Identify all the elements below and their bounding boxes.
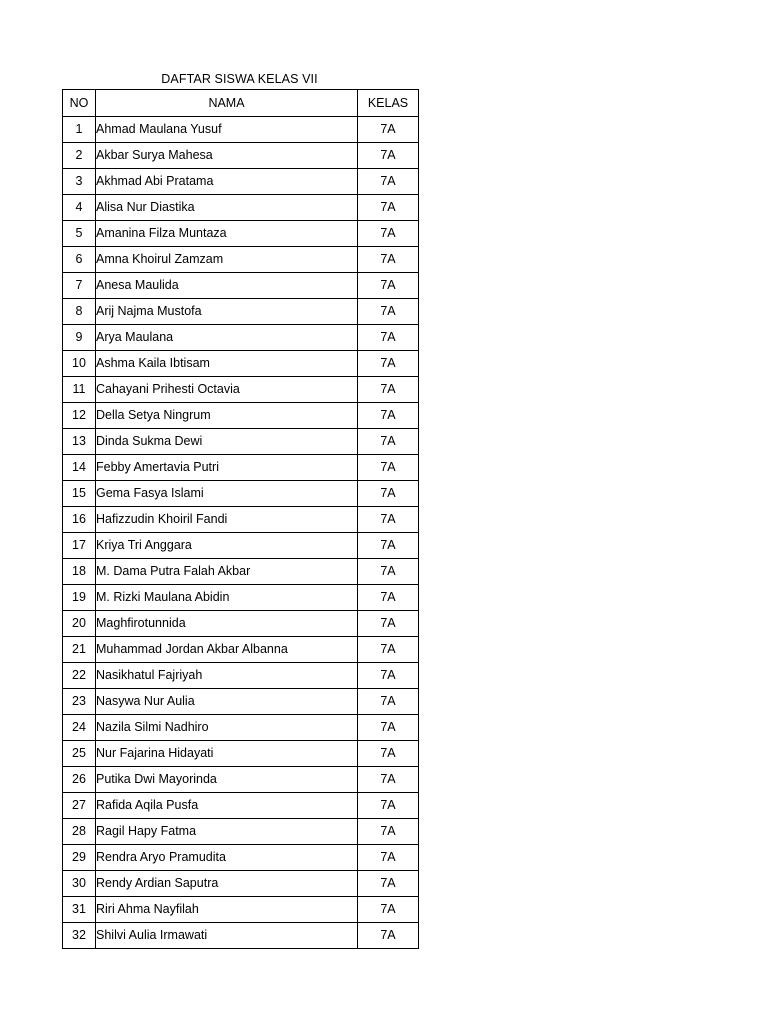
student-name: Shilvi Aulia Irmawati	[96, 923, 358, 949]
student-class: 7A	[358, 819, 419, 845]
student-class: 7A	[358, 871, 419, 897]
student-class: 7A	[358, 585, 419, 611]
student-name: Nur Fajarina Hidayati	[96, 741, 358, 767]
header-nama: NAMA	[96, 90, 358, 117]
table-row	[63, 377, 419, 403]
row-number: 30	[63, 871, 96, 897]
table-row	[63, 897, 419, 923]
student-class: 7A	[358, 481, 419, 507]
table-row	[63, 403, 419, 429]
student-class: 7A	[358, 793, 419, 819]
table-row	[63, 195, 419, 221]
student-name: Akhmad Abi Pratama	[96, 169, 358, 195]
student-name: Muhammad Jordan Akbar Albanna	[96, 637, 358, 663]
table-row	[63, 871, 419, 897]
student-name: Amna Khoirul Zamzam	[96, 247, 358, 273]
row-number: 22	[63, 663, 96, 689]
student-name: Kriya Tri Anggara	[96, 533, 358, 559]
table-header-row	[63, 90, 419, 117]
table-row	[63, 273, 419, 299]
row-number: 18	[63, 559, 96, 585]
student-class: 7A	[358, 403, 419, 429]
row-number: 26	[63, 767, 96, 793]
row-number: 11	[63, 377, 96, 403]
table-row	[63, 429, 419, 455]
row-number: 24	[63, 715, 96, 741]
student-class: 7A	[358, 247, 419, 273]
student-name: Ragil Hapy Fatma	[96, 819, 358, 845]
row-number: 19	[63, 585, 96, 611]
table-row	[63, 247, 419, 273]
student-name: Alisa Nur Diastika	[96, 195, 358, 221]
student-name: Arya Maulana	[96, 325, 358, 351]
row-number: 23	[63, 689, 96, 715]
student-class: 7A	[358, 325, 419, 351]
student-class: 7A	[358, 143, 419, 169]
student-class: 7A	[358, 195, 419, 221]
row-number: 13	[63, 429, 96, 455]
student-name: Della Setya Ningrum	[96, 403, 358, 429]
student-name: M. Dama Putra Falah Akbar	[96, 559, 358, 585]
table-row	[63, 533, 419, 559]
header-kelas: KELAS	[358, 90, 419, 117]
row-number: 1	[63, 117, 96, 143]
row-number: 25	[63, 741, 96, 767]
student-class: 7A	[358, 767, 419, 793]
row-number: 31	[63, 897, 96, 923]
row-number: 14	[63, 455, 96, 481]
table-row	[63, 767, 419, 793]
student-name: Putika Dwi Mayorinda	[96, 767, 358, 793]
student-table	[62, 89, 419, 949]
row-number: 5	[63, 221, 96, 247]
student-class: 7A	[358, 611, 419, 637]
row-number: 2	[63, 143, 96, 169]
row-number: 9	[63, 325, 96, 351]
row-number: 16	[63, 507, 96, 533]
row-number: 12	[63, 403, 96, 429]
table-row	[63, 507, 419, 533]
table-row	[63, 715, 419, 741]
table-row	[63, 793, 419, 819]
table-row	[63, 351, 419, 377]
table-body	[63, 117, 419, 949]
row-number: 32	[63, 923, 96, 949]
student-name: Ahmad Maulana Yusuf	[96, 117, 358, 143]
student-class: 7A	[358, 715, 419, 741]
student-class: 7A	[358, 689, 419, 715]
student-class: 7A	[358, 455, 419, 481]
student-name: Hafizzudin Khoiril Fandi	[96, 507, 358, 533]
header-no: NO	[63, 90, 96, 117]
page-title: DAFTAR SISWA KELAS VII	[161, 72, 318, 86]
table-row	[63, 663, 419, 689]
student-name: Gema Fasya Islami	[96, 481, 358, 507]
student-class: 7A	[358, 377, 419, 403]
student-class: 7A	[358, 169, 419, 195]
row-number: 27	[63, 793, 96, 819]
student-class: 7A	[358, 273, 419, 299]
student-class: 7A	[358, 923, 419, 949]
student-class: 7A	[358, 351, 419, 377]
table-row	[63, 559, 419, 585]
table-row	[63, 299, 419, 325]
table-row	[63, 923, 419, 949]
student-name: Ashma Kaila Ibtisam	[96, 351, 358, 377]
row-number: 7	[63, 273, 96, 299]
student-class: 7A	[358, 897, 419, 923]
student-name: Febby Amertavia Putri	[96, 455, 358, 481]
student-name: Rendra Aryo Pramudita	[96, 845, 358, 871]
table-row	[63, 585, 419, 611]
table-row	[63, 221, 419, 247]
row-number: 15	[63, 481, 96, 507]
student-name: Rafida Aqila Pusfa	[96, 793, 358, 819]
student-name: Amanina Filza Muntaza	[96, 221, 358, 247]
student-class: 7A	[358, 221, 419, 247]
table-row	[63, 143, 419, 169]
student-name: Nazila Silmi Nadhiro	[96, 715, 358, 741]
row-number: 4	[63, 195, 96, 221]
student-name: Dinda Sukma Dewi	[96, 429, 358, 455]
student-name: Anesa Maulida	[96, 273, 358, 299]
student-class: 7A	[358, 845, 419, 871]
row-number: 3	[63, 169, 96, 195]
table-row	[63, 455, 419, 481]
student-class: 7A	[358, 559, 419, 585]
row-number: 8	[63, 299, 96, 325]
table-row	[63, 845, 419, 871]
table-row	[63, 481, 419, 507]
row-number: 10	[63, 351, 96, 377]
row-number: 28	[63, 819, 96, 845]
student-class: 7A	[358, 429, 419, 455]
table-row	[63, 117, 419, 143]
student-class: 7A	[358, 117, 419, 143]
student-class: 7A	[358, 663, 419, 689]
student-name: Maghfirotunnida	[96, 611, 358, 637]
student-class: 7A	[358, 507, 419, 533]
row-number: 29	[63, 845, 96, 871]
table-row	[63, 689, 419, 715]
row-number: 17	[63, 533, 96, 559]
table-row	[63, 169, 419, 195]
table-row	[63, 611, 419, 637]
table-row	[63, 325, 419, 351]
student-class: 7A	[358, 299, 419, 325]
student-class: 7A	[358, 637, 419, 663]
student-name: Akbar Surya Mahesa	[96, 143, 358, 169]
student-class: 7A	[358, 533, 419, 559]
table-row	[63, 819, 419, 845]
student-name: Cahayani Prihesti Octavia	[96, 377, 358, 403]
table-row	[63, 637, 419, 663]
student-name: Nasywa Nur Aulia	[96, 689, 358, 715]
table-row	[63, 741, 419, 767]
student-class: 7A	[358, 741, 419, 767]
student-name: Nasikhatul Fajriyah	[96, 663, 358, 689]
student-name: M. Rizki Maulana Abidin	[96, 585, 358, 611]
student-name: Riri Ahma Nayfilah	[96, 897, 358, 923]
row-number: 21	[63, 637, 96, 663]
student-name: Rendy Ardian Saputra	[96, 871, 358, 897]
row-number: 20	[63, 611, 96, 637]
row-number: 6	[63, 247, 96, 273]
student-name: Arij Najma Mustofa	[96, 299, 358, 325]
